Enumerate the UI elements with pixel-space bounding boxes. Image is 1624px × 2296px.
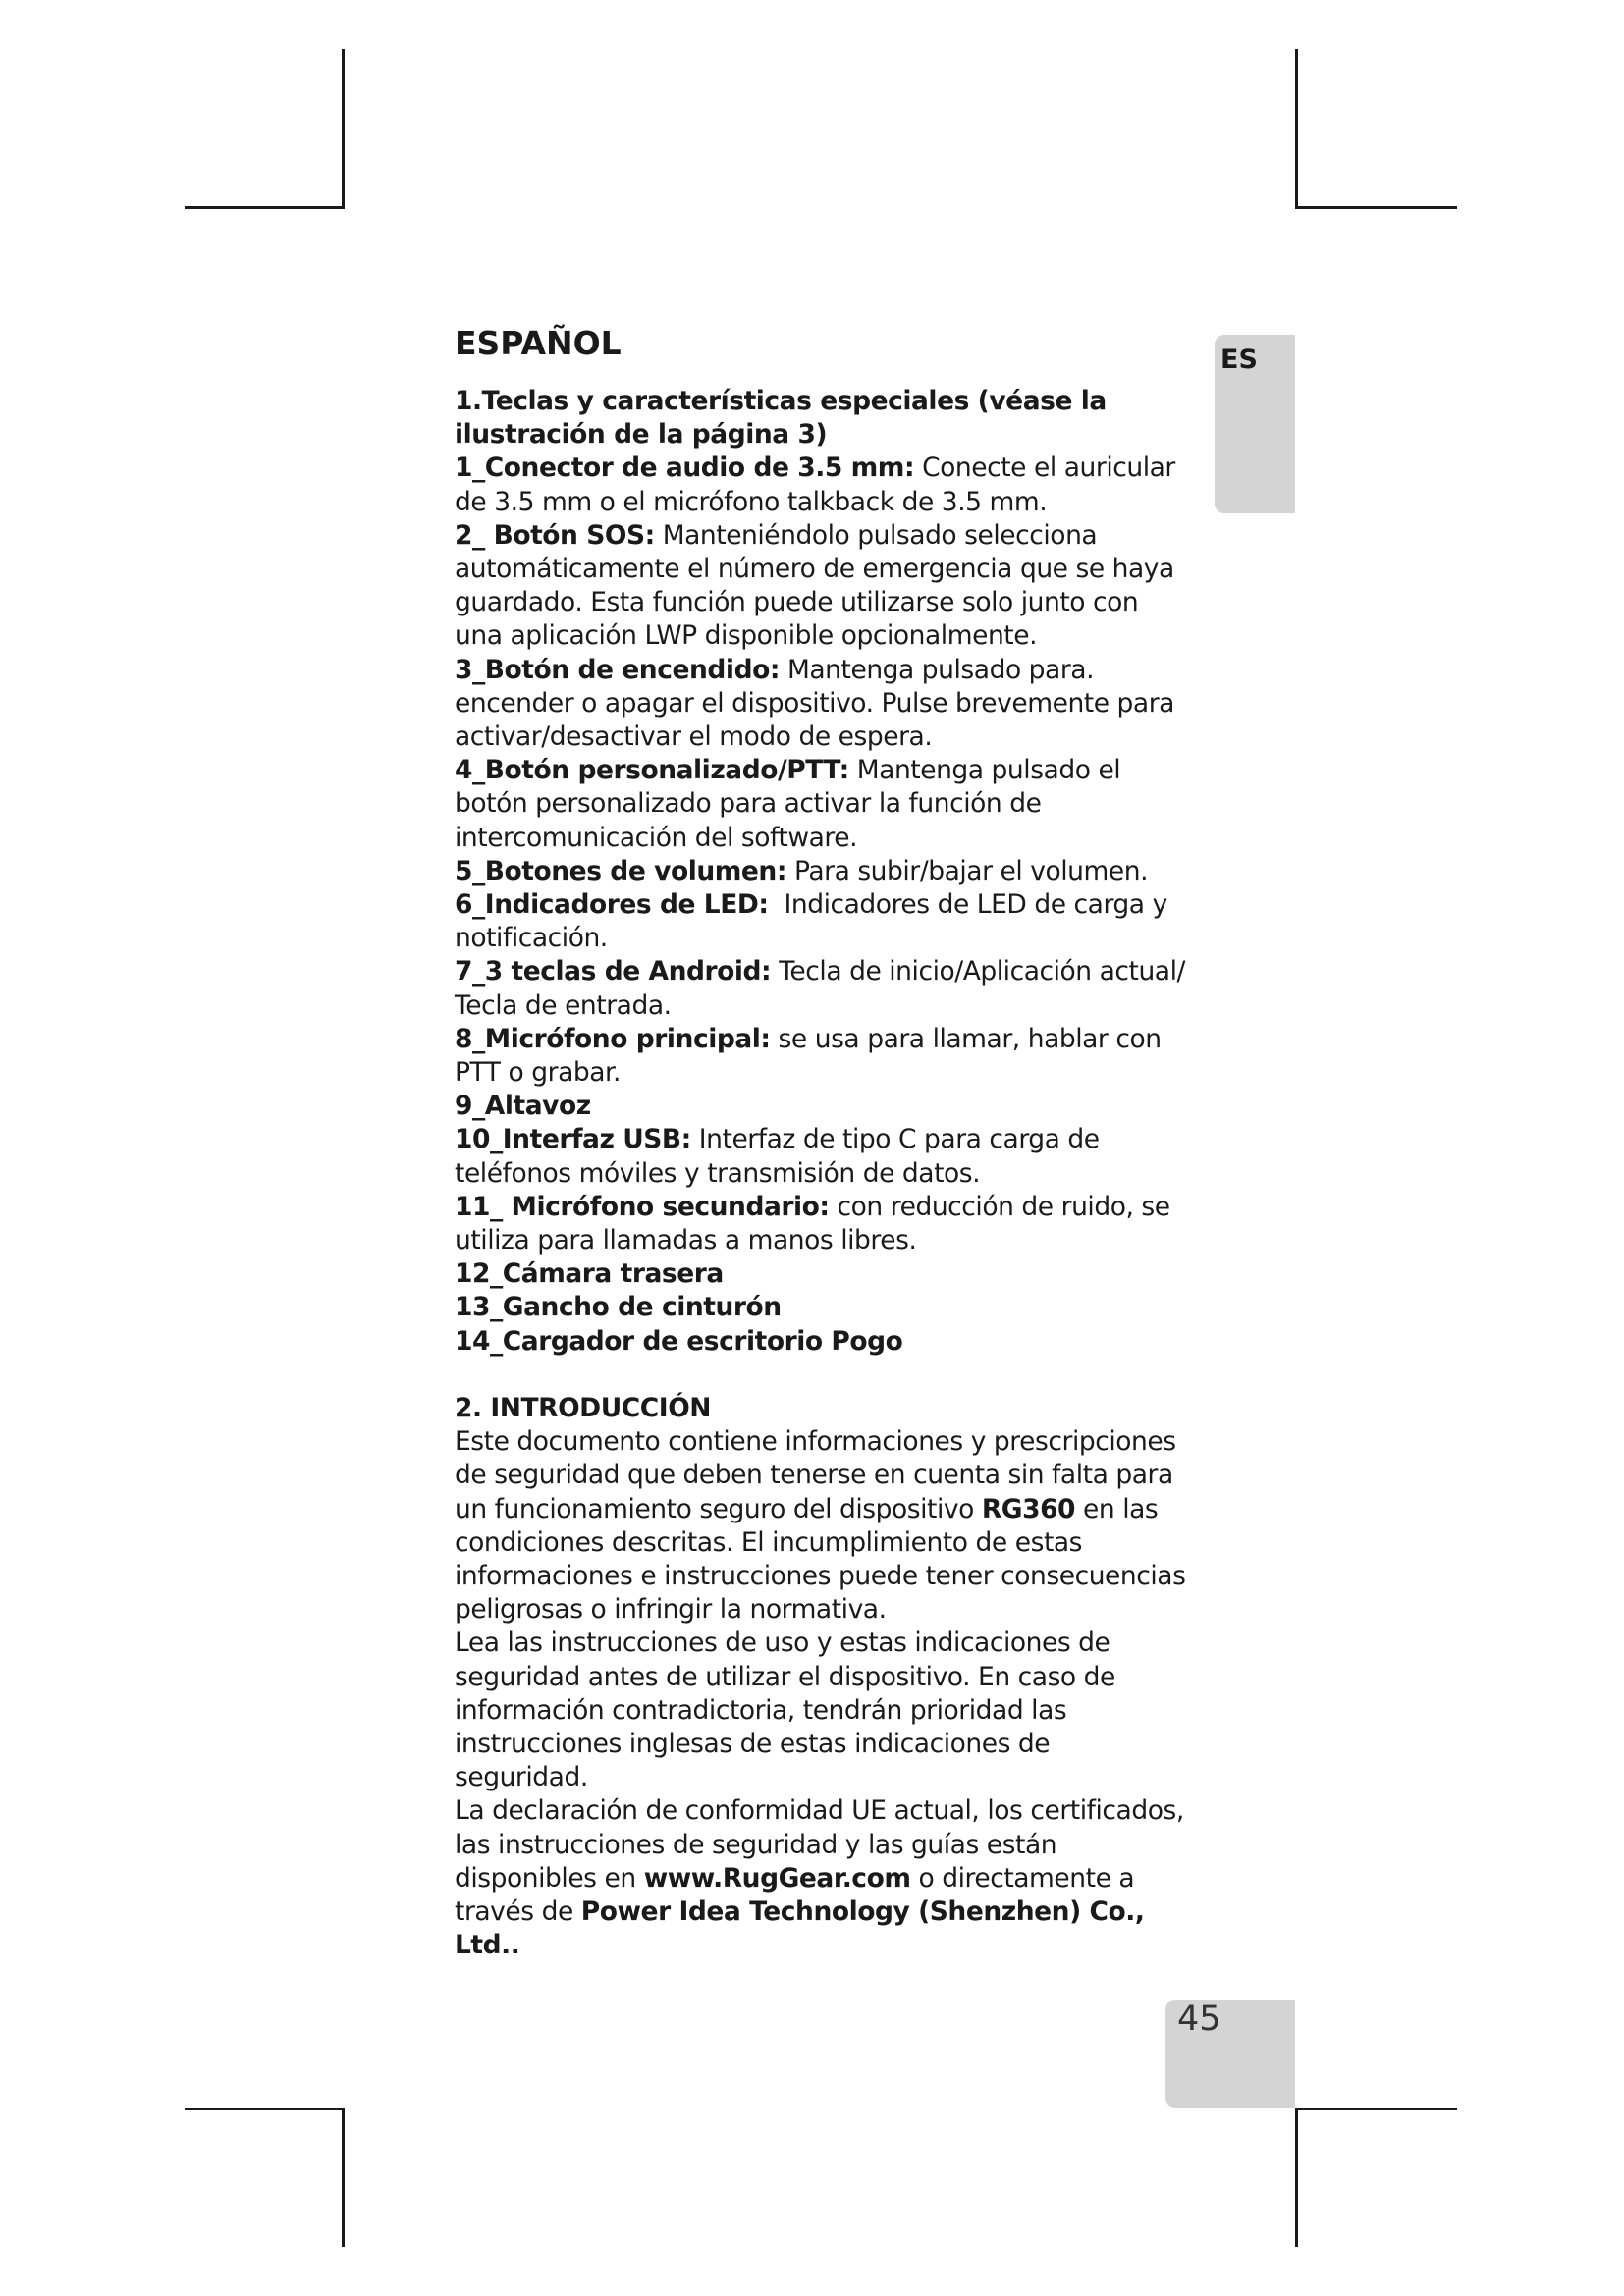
feature-text: Mantenga pulsado el botón personalizado para activar la función de intercomunicación del software. xyxy=(455,755,1121,853)
document-content xyxy=(455,324,1186,1962)
feature-item xyxy=(455,955,1186,1022)
feature-text: Mantenga pulsado para. encender o apagar el dispositivo. Pulse brevemente para activar/desactivar el modo de espera. xyxy=(455,654,1174,753)
feature-text: Para subir/bajar el volumen. xyxy=(786,855,1149,886)
feature-label: 2_ Botón SOS: xyxy=(455,519,655,551)
crop-mark-top-right-horizontal xyxy=(1295,206,1457,209)
intro-text: La declaración de conformidad UE actual, los certificados, las instrucciones de seguridad y las guías están disponibles en xyxy=(455,1795,1184,1894)
feature-text: se usa para llamar, hablar con PTT o grabar. xyxy=(455,1023,1162,1089)
intro-text: o directamente a través de xyxy=(455,1862,1135,1927)
crop-mark-top-right-vertical xyxy=(1295,49,1298,208)
feature-label: 3_Botón de encendido: xyxy=(455,654,780,685)
crop-mark-bottom-left-vertical xyxy=(342,2108,345,2247)
feature-label: 11_ Micrófono secundario: xyxy=(455,1191,830,1222)
feature-label: 1_Conector de audio de 3.5 mm: xyxy=(455,453,915,484)
intro-text: Este documento contiene informaciones y prescripciones de seguridad que deben tenerse en cuenta sin falta para un funcionamiento seguro del dispositivo xyxy=(455,1426,1176,1524)
intro-text: en las condiciones descritas. El incumplimiento de estas informaciones e instrucciones puede tener consecuencias peligrosas o infringir la normativa. xyxy=(455,1493,1186,1626)
feature-item xyxy=(455,855,1186,888)
feature-label: 5_Botones de volumen: xyxy=(455,855,787,886)
feature-text: Manteniéndolo pulsado selecciona automáticamente el número de emergencia que se haya guardado. Esta función puede utilizarse solo junto con una aplicación LWP disponible opcionalmente. xyxy=(455,519,1174,652)
feature-item xyxy=(455,1291,1186,1324)
feature-item xyxy=(455,1123,1186,1190)
section-2-title: 2. INTRODUCCIÓN xyxy=(455,1392,712,1423)
feature-item xyxy=(455,1325,1186,1359)
feature-label: 14_Cargador de escritorio Pogo xyxy=(455,1325,903,1357)
intro-paragraph-1 xyxy=(455,1425,1186,1627)
crop-mark-bottom-right-horizontal xyxy=(1295,2108,1457,2110)
model-name: RG360 xyxy=(981,1493,1076,1524)
website-url: www.RugGear.com xyxy=(643,1862,911,1894)
intro-paragraph-2: Lea las instrucciones de uso y estas indicaciones de seguridad antes de utilizar el dispositivo. En caso de información contradictoria, tendrán prioridad las instrucciones inglesas de estas indicaciones de seguridad. xyxy=(455,1628,1115,1793)
feature-item xyxy=(455,1191,1186,1257)
feature-label: 10_Interfaz USB: xyxy=(455,1124,691,1155)
language-tab-label: ES xyxy=(1220,345,1258,375)
feature-label: 12_Cámara trasera xyxy=(455,1258,724,1290)
crop-mark-bottom-right-vertical xyxy=(1295,2108,1298,2247)
feature-label: 13_Gancho de cinturón xyxy=(455,1292,782,1323)
section-1-title: 1.Teclas y características especiales (véase la ilustración de la página 3) xyxy=(455,386,1107,451)
feature-label: 8_Micrófono principal: xyxy=(455,1023,771,1054)
feature-item xyxy=(455,888,1186,955)
feature-item xyxy=(455,452,1186,518)
feature-text: con reducción de ruido, se utiliza para llamadas a manos libres. xyxy=(455,1191,1170,1256)
feature-text: Indicadores de LED de carga y notificación. xyxy=(455,889,1175,954)
crop-mark-top-left-horizontal xyxy=(185,206,345,209)
page-number: 45 xyxy=(1177,2000,1221,2039)
feature-item xyxy=(455,754,1186,855)
feature-item xyxy=(455,1257,1186,1291)
feature-text: Interfaz de tipo C para carga de teléfonos móviles y transmisión de datos. xyxy=(455,1124,1100,1189)
feature-label: 7_3 teclas de Android: xyxy=(455,956,772,988)
intro-paragraph-3 xyxy=(455,1794,1186,1962)
feature-text: Conecte el auricular de 3.5 mm o el micrófono talkback de 3.5 mm. xyxy=(455,453,1175,517)
crop-mark-bottom-left-horizontal xyxy=(185,2108,345,2110)
feature-label: 4_Botón personalizado/PTT: xyxy=(455,755,849,786)
section-gap xyxy=(455,1359,1186,1392)
feature-item xyxy=(455,654,1186,755)
crop-mark-top-left-vertical xyxy=(342,49,345,208)
company-name: Power Idea Technology (Shenzhen) Co., Ltd.. xyxy=(455,1896,1145,1961)
feature-item xyxy=(455,519,1186,654)
feature-item xyxy=(455,1090,1186,1123)
feature-label: 6_Indicadores de LED: xyxy=(455,889,769,921)
feature-item xyxy=(455,1023,1186,1090)
feature-label: 9_Altavoz xyxy=(455,1091,591,1122)
feature-text: Tecla de inicio/Aplicación actual/ Tecla de entrada. xyxy=(455,956,1185,1021)
page-heading: ESPAÑOL xyxy=(455,324,622,362)
